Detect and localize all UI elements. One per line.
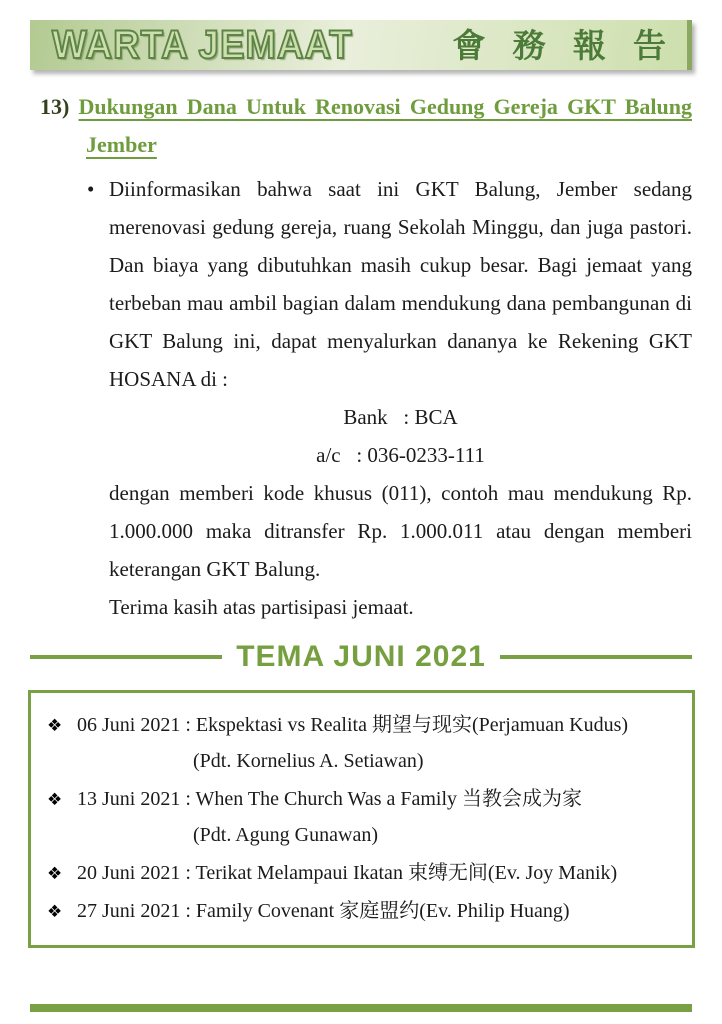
info-paragraph bbox=[87, 170, 692, 398]
footer-bar bbox=[30, 1004, 692, 1012]
tema-item bbox=[31, 707, 682, 779]
tema-heading: TEMA JUNI 2021 bbox=[236, 640, 486, 673]
section-heading bbox=[40, 88, 692, 164]
tema-item-line2: (Pdt. Kornelius A. Setiawan) bbox=[193, 750, 424, 772]
tema-schedule-box bbox=[28, 690, 695, 948]
announcement-section bbox=[40, 88, 692, 626]
tema-item-line1: 06 Juni 2021 : Ekspektasi vs Realita 期望与现实(Perjamuan Kudus) bbox=[77, 714, 629, 736]
diamond-bullet-icon: ❖ bbox=[47, 902, 63, 922]
tema-item-line1: 13 Juni 2021 : When The Church Was a Family 当教会成为家 bbox=[77, 788, 583, 810]
bank-name-line: Bank : BCA bbox=[343, 405, 458, 429]
page-title: WARTA JEMAAT bbox=[52, 23, 353, 67]
item-number: 13) bbox=[40, 94, 70, 119]
tema-divider-left bbox=[30, 655, 222, 659]
tema-item-line2: (Pdt. Agung Gunawan) bbox=[193, 824, 378, 846]
tema-item bbox=[31, 855, 682, 891]
bullet-icon: • bbox=[87, 177, 95, 201]
tema-item-line1: 20 Juni 2021 : Terikat Melampaui Ikatan 束缚无间(Ev. Joy Manik) bbox=[77, 862, 618, 884]
diamond-bullet-icon: ❖ bbox=[47, 864, 63, 884]
tema-item bbox=[31, 893, 682, 929]
account-number-line: a/c : 036-0233-111 bbox=[316, 443, 485, 467]
page-title-chinese: 會 務 報 告 bbox=[452, 26, 675, 64]
diamond-bullet-icon: ❖ bbox=[47, 790, 63, 810]
tema-item bbox=[31, 781, 682, 853]
header-banner bbox=[30, 20, 692, 70]
tema-divider-right bbox=[500, 655, 692, 659]
section-body bbox=[87, 170, 692, 626]
info-paragraph-text: Diinformasikan bahwa saat ini GKT Balung, Jember sedang merenovasi gedung gereja, ruang Sekolah Minggu, dan juga pastori. Dan biaya yang dibutuhkan masih cukup besar. Bagi jemaat yang terbeban mau ambil bagian dalam mendukung dana pembangunan di GKT Balung ini, dapat menyalurkan dananya ke Rekening GKT HOSANA di : bbox=[109, 177, 692, 391]
section-title: Dukungan Dana Untuk Renovasi Gedung Gereja GKT Balung Jember bbox=[78, 94, 692, 157]
tema-item-line1: 27 Juni 2021 : Family Covenant 家庭盟约(Ev. Philip Huang) bbox=[77, 900, 570, 922]
tema-heading-row bbox=[30, 640, 692, 674]
diamond-bullet-icon: ❖ bbox=[47, 716, 63, 736]
thanks-line: Terima kasih atas partisipasi jemaat. bbox=[109, 595, 414, 619]
transfer-note-paragraph: dengan memberi kode khusus (011), contoh mau mendukung Rp. 1.000.000 maka ditransfer Rp. 1.000.011 atau dengan memberi keterangan GKT Balung. bbox=[109, 481, 692, 581]
